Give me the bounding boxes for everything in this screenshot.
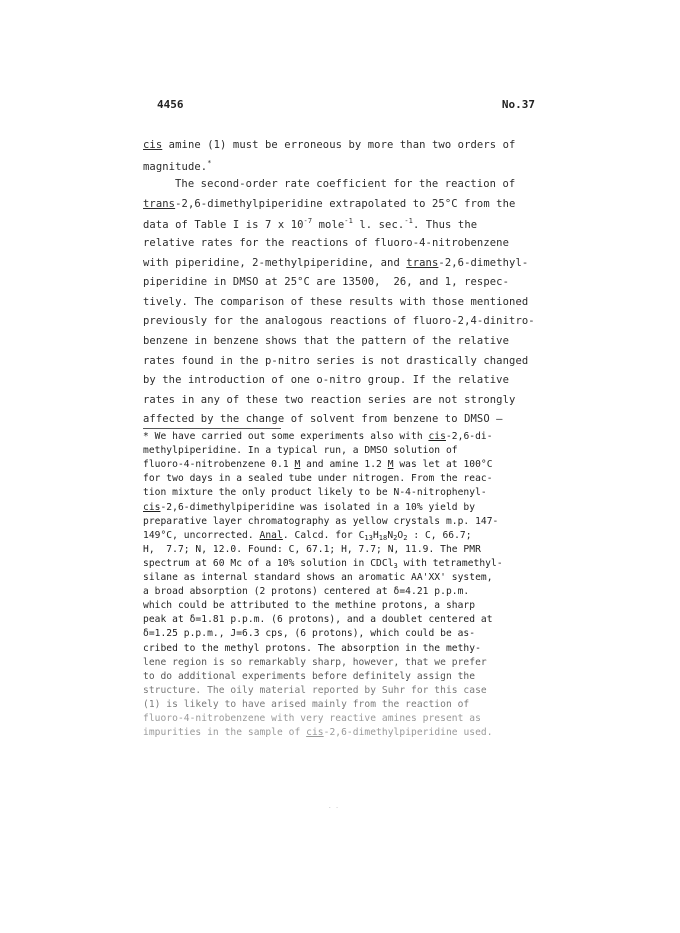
text-run: preparative layer chromatography as yellow crystals m.p. 147-	[143, 515, 499, 527]
underlined-term: Anal	[259, 529, 283, 541]
underlined-term: trans	[406, 256, 439, 269]
footnote-line	[143, 586, 469, 597]
text-run: structure. The oily material reported by Suhr for this case	[143, 684, 487, 696]
text-run: rates in any of these two reaction series are not strongly	[143, 393, 516, 406]
footnote-line	[143, 487, 487, 498]
body-line	[143, 413, 503, 425]
text-run: tively. The comparison of these results with those mentioned	[143, 295, 529, 308]
subscript: 13	[364, 533, 373, 542]
body-line	[143, 394, 515, 406]
text-run: . Calcd. for C	[282, 529, 365, 541]
text-run: spectrum at 60 Mc of a 10% solution in CDCl	[143, 557, 394, 569]
text-run: impurities in the sample of	[143, 727, 307, 739]
footnote-line	[143, 685, 487, 696]
text-run: O	[397, 529, 404, 541]
underlined-term: trans	[143, 197, 176, 210]
text-run: data of Table I is 7 x 10	[143, 219, 304, 232]
text-run: was let at 100°C	[393, 459, 493, 471]
body-line	[143, 159, 212, 173]
text-run: : C, 66.7;	[407, 529, 472, 541]
text-run: l. sec.	[352, 219, 405, 232]
footnote-line	[143, 614, 493, 625]
footnote-line	[143, 628, 475, 639]
text-run: (1) is likely to have arised mainly from the reaction of	[143, 698, 470, 710]
text-run: silane as internal standard shows an aromatic AA'XX' system,	[143, 572, 493, 583]
page-number: 4456	[157, 98, 184, 111]
footnote-line	[143, 643, 481, 654]
text-run: and amine 1.2	[300, 459, 388, 471]
footnote-line	[143, 516, 498, 527]
body-line	[143, 276, 509, 288]
subscript: 18	[378, 533, 388, 542]
text-run: -2,6-dimethyl-	[438, 256, 529, 269]
superscript: -1	[404, 217, 413, 226]
text-run: -2,6-dimethylpiperidine extrapolated to 25°C from the	[175, 197, 516, 210]
body-line	[143, 217, 477, 231]
footnote-line	[143, 544, 481, 555]
superscript: -1	[344, 217, 353, 226]
text-run: amine (1) must be erroneous by more than two orders of	[162, 139, 516, 151]
text-run: benzene in benzene shows that the pattern of the relative	[143, 335, 510, 347]
body-line	[143, 198, 515, 210]
body-line	[143, 374, 509, 386]
body-line	[143, 296, 528, 308]
text-run: 149°C, uncorrected.	[143, 529, 260, 541]
superscript: -7	[303, 217, 313, 226]
text-run: piperidine in DMSO at 25°C are 13500, 26, and 1, respec-	[143, 276, 510, 289]
text-run: magnitude.	[143, 160, 208, 173]
journal-issue-number: No.37	[501, 98, 535, 111]
underlined-term: cis	[143, 139, 163, 151]
text-run: -2,6-dimethylpiperidine used.	[323, 727, 493, 739]
body-line	[143, 335, 509, 347]
text-run: for two days in a sealed tube under nitrogen. From the reac-	[143, 473, 493, 485]
footnote-line	[143, 530, 472, 542]
text-run: fluoro-4-nitrobenzene with very reactive amines present as	[143, 713, 481, 724]
subscript: 2	[403, 533, 408, 542]
footnote-line	[143, 699, 469, 710]
footnote-separator	[143, 428, 281, 429]
text-run: cribed to the methyl protons. The absorption in the methy-	[143, 642, 481, 654]
text-run: fluoro-4-nitrobenzene 0.1	[143, 459, 295, 471]
text-run: -2,6-di-	[445, 431, 493, 442]
footnote-line	[143, 713, 481, 724]
text-run: δ=1.25 p.p.m., J=6.3 cps, (6 protons), which could be as-	[143, 628, 476, 640]
body-line	[143, 257, 528, 269]
text-run: mole	[312, 219, 345, 232]
text-run: with piperidine, 2-methylpiperidine, and	[143, 256, 407, 269]
footnote-line	[143, 558, 503, 570]
footnote-line	[143, 572, 493, 583]
scan-speck: . .	[328, 803, 339, 810]
text-run: . Thus the	[412, 219, 478, 232]
body-line	[175, 178, 515, 190]
text-run: -2,6-dimethylpiperidine was isolated in a 10% yield by	[160, 501, 476, 513]
text-run: which could be attributed to the methine protons, a sharp	[143, 600, 476, 612]
footnote-line	[143, 727, 493, 738]
underlined-term: cis	[143, 501, 161, 513]
text-run: relative rates for the reactions of fluoro-4-nitrobenzene	[143, 237, 510, 249]
underlined-term: cis	[428, 431, 446, 442]
footnote-line	[143, 671, 475, 682]
text-run: * We have carried out some experiments also with	[143, 431, 429, 442]
text-run: H, 7.7; N, 12.0. Found: C, 67.1; H, 7.7; N, 11.9. The PMR	[143, 543, 481, 555]
text-run: rates found in the p-nitro series is not drastically changed	[143, 354, 529, 367]
subscript: 2	[393, 533, 398, 542]
text-run: methylpiperidine. In a typical run, a DMSO solution of	[143, 445, 458, 457]
text-run: to do additional experiments before definitely assign the	[143, 670, 476, 682]
underlined-term: M	[387, 459, 394, 471]
text-run: The second-order rate coefficient for the reaction of	[175, 178, 516, 191]
footnote-line	[143, 445, 458, 456]
body-line	[143, 139, 515, 151]
subscript: 3	[393, 561, 398, 570]
text-run: tion mixture the only product likely to be N-4-nitrophenyl-	[143, 487, 487, 499]
text-run: N	[387, 529, 394, 541]
footnote-line	[143, 657, 487, 668]
text-run: affected by the change of solvent from benzene to DMSO —	[143, 413, 503, 426]
body-line	[143, 355, 528, 367]
body-line	[143, 237, 509, 249]
text-run: H	[372, 529, 379, 541]
footnote-line	[143, 502, 475, 513]
footnote-line	[143, 459, 493, 470]
underlined-term: M	[294, 459, 301, 471]
underlined-term: cis	[306, 727, 324, 739]
footnote-line	[143, 473, 493, 484]
footnote-line	[143, 431, 493, 442]
text-run: by the introduction of one o-nitro group. If the relative	[143, 374, 510, 387]
text-run: with tetramethyl-	[397, 557, 503, 569]
text-run: peak at δ=1.81 p.p.m. (6 protons), and a doublet centered at	[143, 614, 493, 626]
footnote-line	[143, 600, 475, 611]
text-run: previously for the analogous reactions of fluoro-2,4-dinitro-	[143, 315, 535, 328]
superscript: *	[207, 158, 212, 167]
text-run: a broad absorption (2 protons) centered at δ=4.21 p.p.m.	[143, 586, 470, 598]
body-line	[143, 315, 535, 327]
text-run: lene region is so remarkably sharp, however, that we prefer	[143, 656, 487, 668]
